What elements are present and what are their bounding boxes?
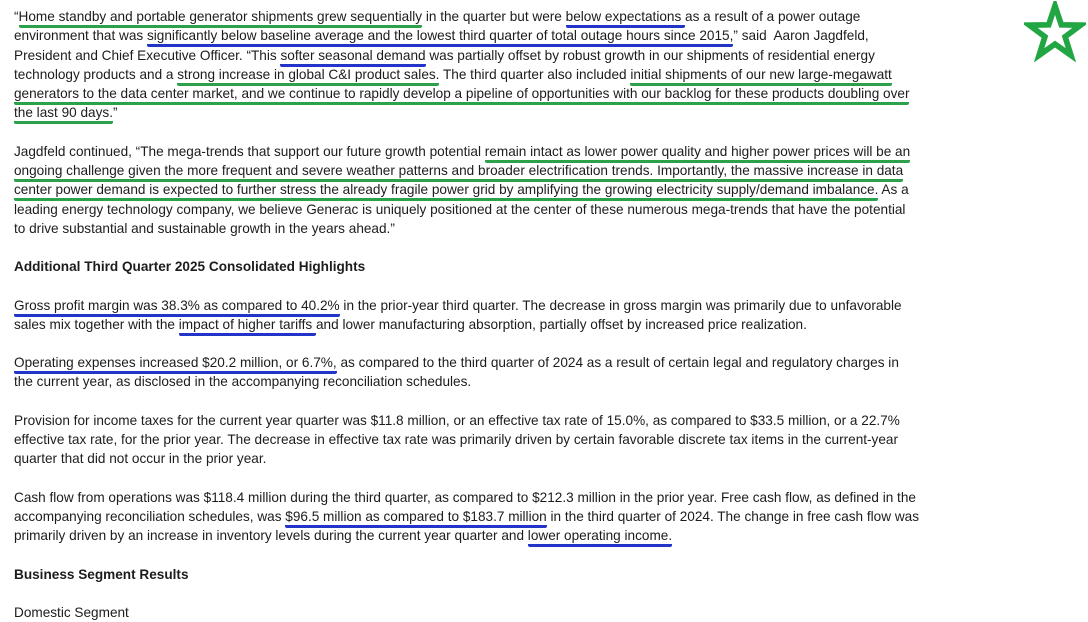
text-line — [14, 219, 1068, 238]
text-line — [14, 353, 1068, 372]
text-run: Business Segment Results — [14, 566, 189, 582]
paragraph — [14, 7, 1068, 123]
text-line — [14, 488, 1068, 507]
text-run: primarily driven by an increase in inventory levels during the current year quarter and — [14, 528, 528, 544]
text-run: accompanying reconciliation schedules, was — [14, 508, 286, 524]
text-run: leading energy technology company, we believe Generac is uniquely positioned at the center of these numerous mega-trends that have the potential — [14, 201, 906, 217]
text-run: effective tax rate, for the prior year. The decrease in effective tax rate was primarily driven by certain favorable discrete tax items in the current-year — [14, 432, 898, 448]
text-line — [14, 296, 1068, 315]
text-run: as a result of a power outage — [685, 9, 861, 24]
blue-underlined-text: impact of higher tariffs — [179, 317, 316, 336]
text-run: and lower manufacturing absorption, partially offset by increased price realization. — [315, 316, 807, 332]
green-underlined-text: center power demand is expected to further stress the already fragile power grid by amplifying the growing electricity supply/demand imbalance. — [14, 182, 878, 201]
text-run: Provision for income taxes for the current year quarter was $11.8 million, or an effective tax rate of 15.0%, as compared to $33.5 million, or a 22.7% — [14, 412, 900, 428]
text-run: in the quarter but were — [422, 9, 566, 24]
star-icon — [1024, 1, 1086, 62]
text-run: environment that was — [14, 28, 147, 44]
text-run: Additional Third Quarter 2025 Consolidated Highlights — [14, 259, 366, 275]
text-run: the current year, as disclosed in the accompanying reconciliation schedules. — [14, 374, 472, 390]
text-run: The third quarter also included — [439, 66, 631, 82]
section-heading — [14, 257, 1068, 276]
text-line — [14, 257, 1068, 276]
blue-underlined-text: Gross profit margin was 38.3% as compared to 40.2% — [14, 298, 340, 317]
text-line — [14, 200, 1068, 219]
blue-underlined-text: Operating expenses increased $20.2 million, or 6.7%, — [14, 355, 337, 374]
green-underlined-text: remain intact as lower power quality and higher power prices will be an — [485, 144, 910, 163]
green-underlined-text: initial shipments of our new large-megawatt — [630, 67, 891, 86]
blue-underlined-text: softer seasonal demand — [280, 48, 425, 67]
text-run: Cash flow from operations was $118.4 million during the third quarter, as compared to $212.3 million in the prior year. Free cash flow, as defined in the — [14, 489, 916, 505]
text-run: was partially offset by robust growth in our shipments of residential energy — [425, 47, 875, 63]
paragraph — [14, 603, 1068, 622]
text-run: ” said Aaron Jagdfeld, — [733, 28, 869, 44]
text-line — [14, 180, 1068, 199]
text-line — [14, 411, 1068, 430]
text-run: ” — [113, 105, 118, 121]
text-run: As a — [878, 182, 909, 198]
text-line — [14, 142, 1068, 161]
text-line — [14, 430, 1068, 449]
text-run: Domestic Segment — [14, 604, 129, 620]
text-run: sales mix together with the — [14, 316, 179, 332]
text-line — [14, 315, 1068, 334]
text-run: to drive substantial and sustainable growth in the years ahead.” — [14, 220, 395, 236]
text-line — [14, 46, 1068, 65]
text-run: in the prior-year third quarter. The decrease in gross margin was primarily due to unfavorable — [339, 297, 902, 313]
text-line — [14, 7, 1068, 26]
text-run: “ — [14, 9, 19, 24]
paragraph — [14, 353, 1068, 392]
paragraph — [14, 296, 1068, 335]
green-underlined-text: ongoing challenge given the more frequent and severe weather patterns and broader electrification trends. Importantly, the massive increase in data — [14, 163, 903, 182]
text-line — [14, 372, 1068, 391]
text-run: as compared to the third quarter of 2024 as a result of certain legal and regulatory charges in — [336, 355, 899, 371]
section-heading — [14, 565, 1068, 584]
text-run: Jagdfeld continued, “The mega-trends that support our future growth potential — [14, 143, 485, 159]
green-underlined-text: strong increase in global C&I product sales. — [177, 67, 439, 86]
text-run: President and Chief Executive Officer. “This — [14, 47, 281, 63]
text-line — [14, 103, 1068, 122]
text-line — [14, 26, 1068, 45]
green-underlined-text: generators to the data center market, and we continue to rapidly develop a pipeline of opportunities with our backlog for these products doubling over — [14, 86, 909, 105]
text-run: quarter that did not occur in the prior year. — [14, 451, 267, 467]
text-line — [14, 449, 1068, 468]
green-underlined-text: Home standby and portable generator shipments grew sequentially — [19, 9, 423, 28]
blue-underlined-text: $96.5 million as compared to $183.7 million — [285, 509, 546, 528]
blue-underlined-text: lower operating income. — [528, 528, 672, 547]
paragraph — [14, 488, 1068, 546]
paragraph — [14, 142, 1068, 238]
text-line — [14, 65, 1068, 84]
paragraph — [14, 411, 1068, 469]
green-underlined-text: the last 90 days. — [14, 105, 113, 124]
text-line — [14, 526, 1068, 545]
text-line — [14, 507, 1068, 526]
blue-underlined-text: below expectations — [566, 9, 685, 28]
blue-underlined-text: significantly below baseline average and the lowest third quarter of total outage hours since 2015, — [147, 28, 733, 47]
text-run: in the third quarter of 2024. The change in free cash flow was — [546, 508, 920, 524]
text-run: technology products and a — [14, 66, 178, 82]
text-line — [14, 603, 1068, 622]
text-line — [14, 161, 1068, 180]
text-line — [14, 565, 1068, 584]
text-line — [14, 84, 1068, 103]
